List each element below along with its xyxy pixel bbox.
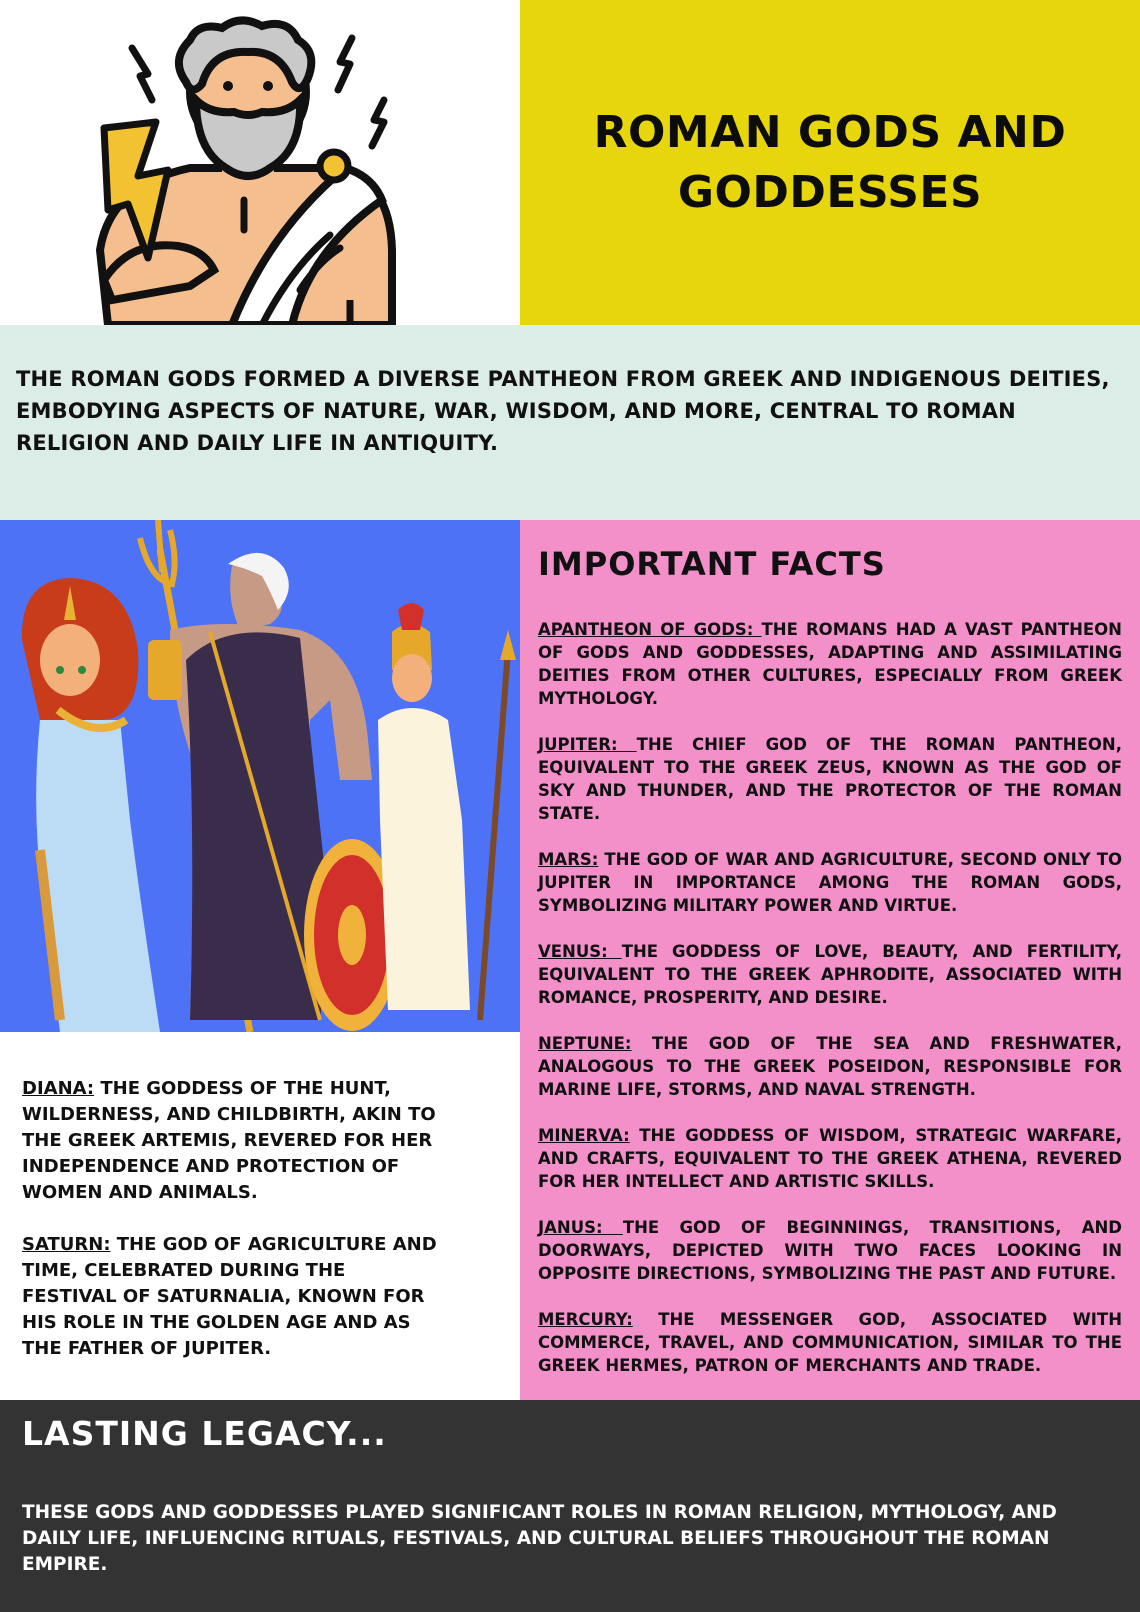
fact-term: VENUS: xyxy=(538,942,622,961)
left-column xyxy=(0,520,520,1400)
title-banner xyxy=(520,0,1140,325)
fact-diana xyxy=(22,1076,442,1206)
fact-term: NEPTUNE: xyxy=(538,1034,632,1053)
fact-janus xyxy=(538,1216,1122,1285)
fact-term: MINERVA: xyxy=(538,1126,630,1145)
page-title-line-1: ROMAN GODS AND xyxy=(593,106,1067,158)
fact-text: THE GODDESS OF WISDOM, STRATEGIC WARFARE, AND CRAFTS, EQUIVALENT TO THE GREEK ATHENA, REVERED FOR HER INTELLECT AND ARTISTIC SKILLS. xyxy=(538,1126,1122,1191)
fact-minerva xyxy=(538,1124,1122,1193)
fact-venus xyxy=(538,940,1122,1009)
fact-text: THE GOD OF THE SEA AND FRESHWATER, ANALOGOUS TO THE GREEK POSEIDON, RESPONSIBLE FOR MARINE LIFE, STORMS, AND NAVAL STRENGTH. xyxy=(538,1034,1122,1099)
fact-text: THE ROMANS HAD A VAST PANTHEON OF GODS AND GODDESSES, ADAPTING AND ASSIMILATING DEITIES FROM OTHER CULTURES, ESPECIALLY FROM GREEK MYTHOLOGY. xyxy=(538,620,1122,708)
fact-term: DIANA: xyxy=(22,1078,95,1099)
page-title xyxy=(570,103,1090,223)
fact-text: THE GOD OF WAR AND AGRICULTURE, SECOND ONLY TO JUPITER IN IMPORTANCE AMONG THE ROMAN GODS, SYMBOLIZING MILITARY POWER AND VIRTUE. xyxy=(538,850,1122,915)
fact-text: THE CHIEF GOD OF THE ROMAN PANTHEON, EQUIVALENT TO THE GREEK ZEUS, KNOWN AS THE GOD OF SKY AND THUNDER, AND THE PROTECTOR OF THE ROMAN STATE. xyxy=(538,735,1122,823)
fact-text: THE GOD OF BEGINNINGS, TRANSITIONS, AND DOORWAYS, DEPICTED WITH TWO FACES LOOKING IN OPPOSITE DIRECTIONS, SYMBOLIZING THE PAST AND FUTURE. xyxy=(538,1218,1123,1283)
goddess-figure xyxy=(22,578,160,1032)
legacy-text: THESE GODS AND GODDESSES PLAYED SIGNIFICANT ROLES IN ROMAN RELIGION, MYTHOLOGY, AND DAILY LIFE, INFLUENCING RITUALS, FESTIVALS, AND CULTURAL BELIEFS THROUGHOUT THE ROMAN EMPIRE. xyxy=(22,1502,1057,1575)
fact-text: THE GOD OF AGRICULTURE AND TIME, CELEBRATED DURING THE FESTIVAL OF SATURNALIA, KNOWN FOR HIS ROLE IN THE GOLDEN AGE AND AS THE FATHER OF JUPITER. xyxy=(22,1234,437,1359)
warrior-goddess-figure xyxy=(378,603,516,1020)
fact-term: JANUS: xyxy=(538,1218,623,1237)
fact-term: MERCURY: xyxy=(538,1310,633,1329)
fact-text: THE MESSENGER GOD, ASSOCIATED WITH COMMERCE, TRAVEL, AND COMMUNICATION, SIMILAR TO THE GREEK HERMES, PATRON OF MERCHANTS AND TRADE. xyxy=(538,1310,1122,1375)
gods-figures-svg xyxy=(0,520,520,1032)
fact-pantheon xyxy=(538,618,1122,710)
fact-term: APANTHEON OF GODS: xyxy=(538,620,762,639)
fact-jupiter xyxy=(538,733,1122,825)
legacy-section xyxy=(0,1400,1140,1612)
fact-term: JUPITER: xyxy=(538,735,637,754)
intro-text: THE ROMAN GODS FORMED A DIVERSE PANTHEON FROM GREEK AND INDIGENOUS DEITIES, EMBODYING ASPECTS OF NATURE, WAR, WISDOM, AND MORE, CENTRAL TO ROMAN RELIGION AND DAILY LIFE IN ANTIQUITY. xyxy=(16,367,1110,455)
intro-section xyxy=(0,325,1140,520)
fact-text: THE GODDESS OF LOVE, BEAUTY, AND FERTILITY, EQUIVALENT TO THE GREEK APHRODITE, ASSOCIATED WITH ROMANCE, PROSPERITY, AND DESIRE. xyxy=(538,942,1122,1007)
fact-text: THE GODDESS OF THE HUNT, WILDERNESS, AND CHILDBIRTH, AKIN TO THE GREEK ARTEMIS, REVERED FOR HER INDEPENDENCE AND PROTECTION OF WOMEN AND ANIMALS. xyxy=(22,1078,436,1203)
roman-gods-group-illustration xyxy=(0,520,520,1032)
zeus-lightning-icon xyxy=(0,0,520,325)
legacy-heading: LASTING LEGACY... xyxy=(22,1414,387,1453)
important-facts-heading: IMPORTANT FACTS xyxy=(538,545,886,583)
fact-mercury xyxy=(538,1308,1122,1377)
fact-term: SATURN: xyxy=(22,1234,111,1255)
fact-term: MARS: xyxy=(538,850,599,869)
fact-saturn xyxy=(22,1232,442,1362)
header-section xyxy=(0,0,1140,325)
left-facts-list xyxy=(22,1076,442,1388)
important-facts-panel xyxy=(520,520,1140,1400)
content-section xyxy=(0,520,1140,1400)
fact-mars xyxy=(538,848,1122,917)
fact-neptune xyxy=(538,1032,1122,1101)
page-title-line-2: GODDESSES xyxy=(677,166,983,218)
zeus-illustration xyxy=(0,0,520,325)
